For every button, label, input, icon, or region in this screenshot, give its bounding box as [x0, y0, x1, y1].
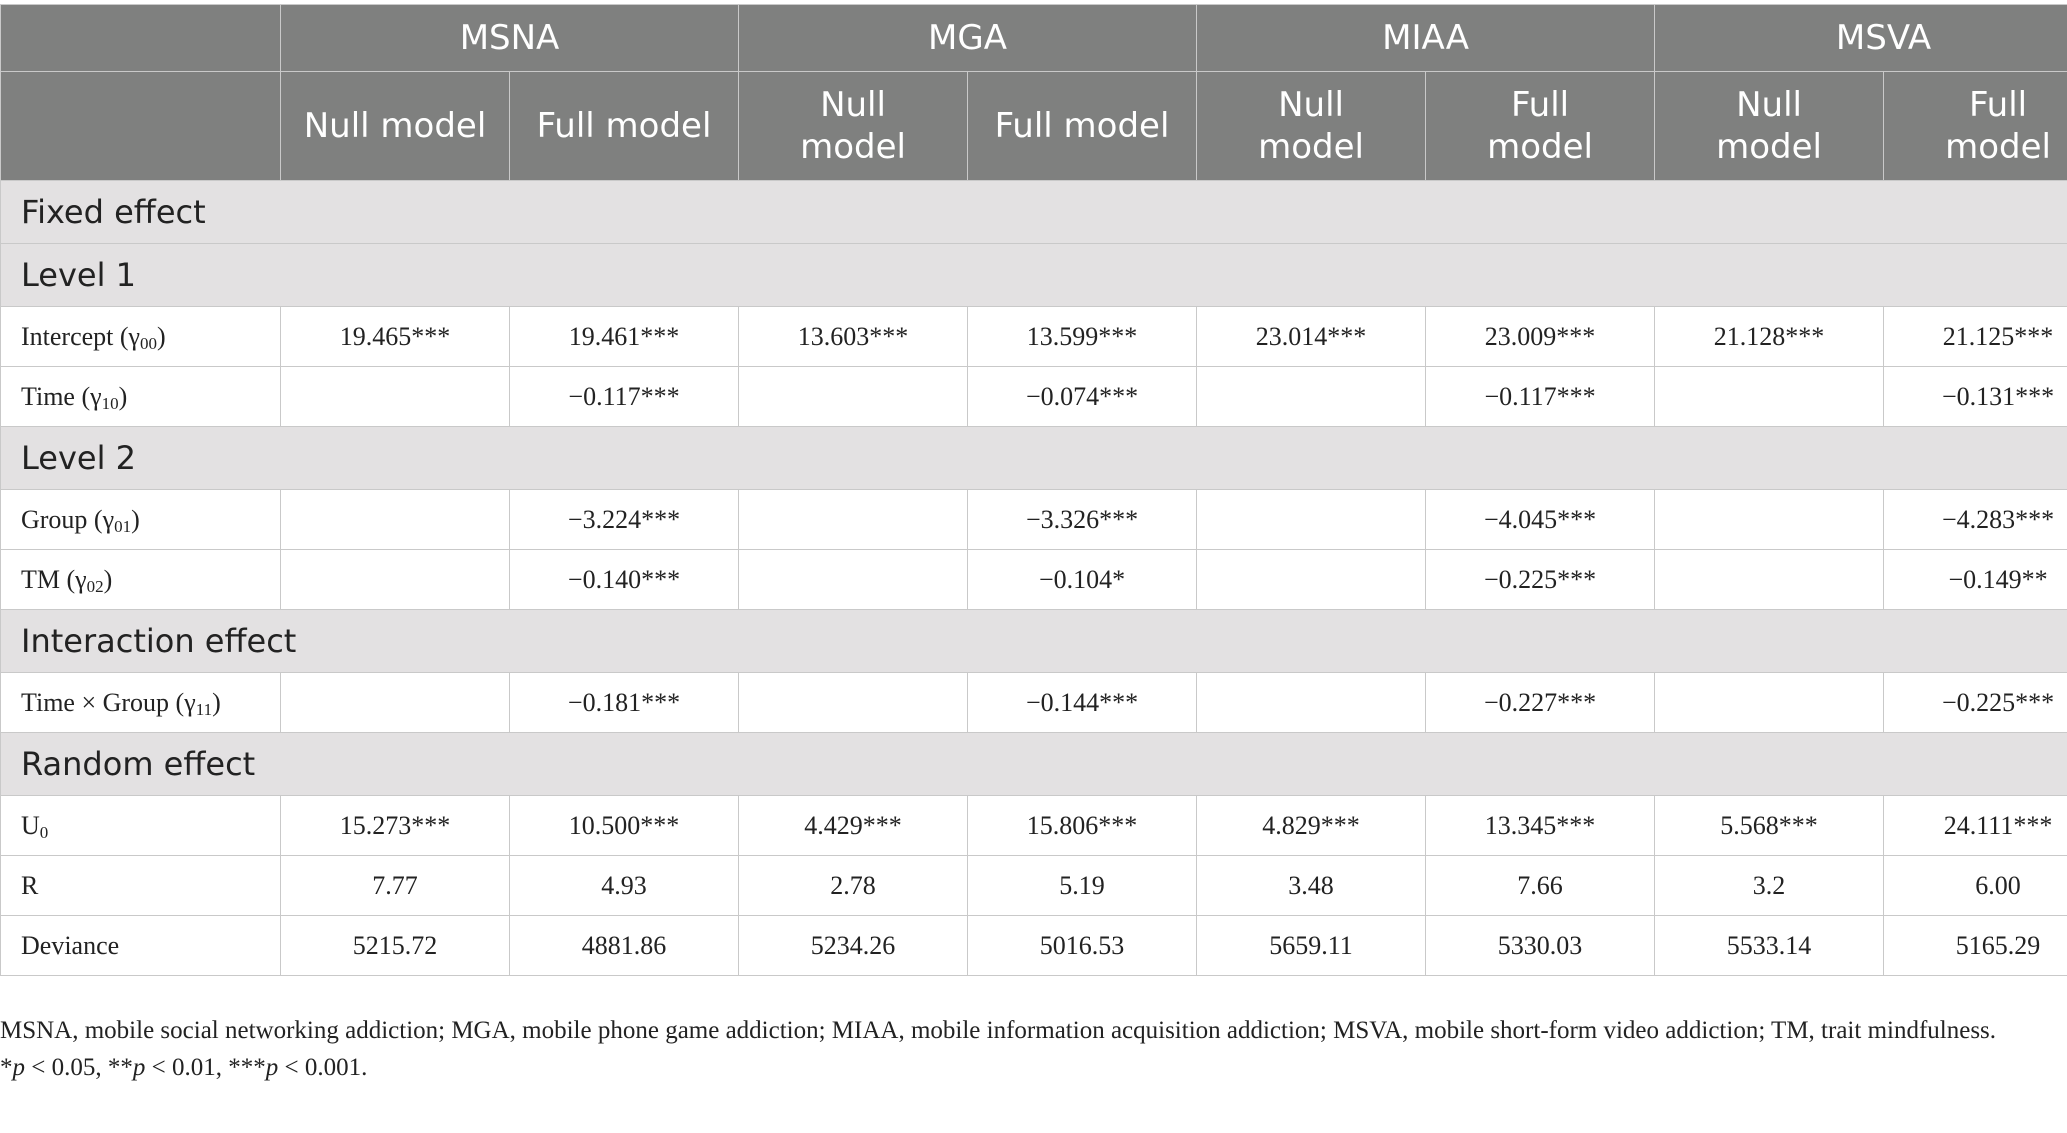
table-cell [739, 673, 968, 733]
table-cell: −0.117*** [1426, 367, 1655, 427]
corner-cell [1, 5, 281, 72]
table-cell: 23.009*** [1426, 307, 1655, 367]
row-label [1, 796, 281, 856]
header-row-groups [1, 5, 2067, 72]
model-header: Full model [968, 72, 1197, 181]
table-cell: 5234.26 [739, 916, 968, 976]
row-label-close: ) [118, 381, 128, 411]
row-label [1, 367, 281, 427]
sig-threshold-3: < 0.001. [278, 1054, 368, 1081]
section-random-effect: Random effect [1, 733, 2067, 796]
table-cell: 21.128*** [1655, 307, 1884, 367]
table-cell: 13.603*** [739, 307, 968, 367]
group-header-mga: MGA [739, 5, 1197, 72]
table-cell: 15.273*** [281, 796, 510, 856]
table-cell [1197, 367, 1426, 427]
row-label [1, 307, 281, 367]
table-cell [1655, 367, 1884, 427]
table-cell: 21.125*** [1884, 307, 2067, 367]
significance-note [0, 1049, 2060, 1086]
table-row-time-group [1, 673, 2067, 733]
table-cell: 5215.72 [281, 916, 510, 976]
table-row-intercept [1, 307, 2067, 367]
sig-threshold-2: < 0.01, [145, 1054, 229, 1081]
table-cell: 5.19 [968, 856, 1197, 916]
table-cell: 24.111*** [1884, 796, 2067, 856]
table-cell: 5.568*** [1655, 796, 1884, 856]
row-label-text: TM (γ [21, 564, 87, 594]
table-cell: −0.104* [968, 550, 1197, 610]
row-label-text: Deviance [21, 930, 120, 960]
model-header: Null model [1197, 72, 1426, 181]
model-header: Full model [510, 72, 739, 181]
header-row-models [1, 72, 2067, 181]
table-cell: 3.2 [1655, 856, 1884, 916]
group-header-msva: MSVA [1655, 5, 2067, 72]
table-wrapper [0, 4, 2067, 976]
row-label-subscript: 10 [101, 393, 119, 413]
row-label-text: Time (γ [21, 381, 102, 411]
table-cell: 2.78 [739, 856, 968, 916]
row-label-close: ) [103, 564, 113, 594]
table-cell: 13.345*** [1426, 796, 1655, 856]
table-cell [739, 367, 968, 427]
table-cell: 7.66 [1426, 856, 1655, 916]
table-cell: 3.48 [1197, 856, 1426, 916]
row-label-close: ) [212, 687, 221, 717]
table-cell: 5165.29 [1884, 916, 2067, 976]
table-cell: 4881.86 [510, 916, 739, 976]
sig-threshold-1: < 0.05, [25, 1054, 108, 1081]
row-label-subscript: 00 [140, 333, 158, 353]
model-header: Null model [1655, 72, 1884, 181]
table-cell: −3.224*** [510, 490, 739, 550]
table-cell: −0.227*** [1426, 673, 1655, 733]
model-header: Full model [1426, 72, 1655, 181]
row-label [1, 856, 281, 916]
section-row [1, 181, 2067, 244]
table-cell: −0.140*** [510, 550, 739, 610]
p-symbol: p [12, 1054, 25, 1081]
table-row-u0 [1, 796, 2067, 856]
table-cell: −0.225*** [1426, 550, 1655, 610]
section-row [1, 610, 2067, 673]
table-cell [1655, 490, 1884, 550]
table-cell: −4.045*** [1426, 490, 1655, 550]
table-cell [281, 550, 510, 610]
table-row-tm [1, 550, 2067, 610]
table-cell [281, 490, 510, 550]
table-cell: −0.149** [1884, 550, 2067, 610]
table-cell [1197, 490, 1426, 550]
abbreviation-note: MSNA, mobile social networking addiction; MGA, mobile phone game addiction; MIAA, mobile information acquisition addiction; MSVA, mobile short-form video addiction; TM, trait mindfulness. [0, 1017, 1997, 1044]
table-cell: 23.014*** [1197, 307, 1426, 367]
table-cell [1197, 550, 1426, 610]
table-cell: 10.500*** [510, 796, 739, 856]
section-row [1, 244, 2067, 307]
table-cell: −0.131*** [1884, 367, 2067, 427]
row-label-text: U [21, 810, 40, 840]
table-cell: 5016.53 [968, 916, 1197, 976]
row-label-close: ) [157, 321, 166, 351]
group-header-msna: MSNA [281, 5, 739, 72]
row-label [1, 490, 281, 550]
row-label-close: ) [131, 504, 140, 534]
table-cell: 7.77 [281, 856, 510, 916]
table-cell: −3.326*** [968, 490, 1197, 550]
row-label-subscript: 02 [86, 576, 104, 596]
section-level-2: Level 2 [1, 427, 2067, 490]
corner-cell-2 [1, 72, 281, 181]
table-row-time [1, 367, 2067, 427]
table-cell: −4.283*** [1884, 490, 2067, 550]
table-cell [739, 490, 968, 550]
table-cell: 15.806*** [968, 796, 1197, 856]
table-cell: 5659.11 [1197, 916, 1426, 976]
section-interaction-effect: Interaction effect [1, 610, 2067, 673]
table-cell: −0.074*** [968, 367, 1197, 427]
table-cell: 19.461*** [510, 307, 739, 367]
row-label [1, 673, 281, 733]
table-cell: 4.93 [510, 856, 739, 916]
table-cell: −0.181*** [510, 673, 739, 733]
table-cell: −0.117*** [510, 367, 739, 427]
section-level-1: Level 1 [1, 244, 2067, 307]
table-cell: 4.829*** [1197, 796, 1426, 856]
table-cell: −0.225*** [1884, 673, 2067, 733]
table-row-group [1, 490, 2067, 550]
row-label-subscript: 0 [39, 822, 49, 842]
row-label [1, 550, 281, 610]
row-label-subscript: 11 [195, 699, 213, 719]
p-symbol: p [265, 1054, 279, 1081]
row-label-text: Group (γ [21, 504, 115, 534]
p-symbol: p [132, 1054, 146, 1081]
results-table [0, 4, 2067, 976]
table-cell [281, 673, 510, 733]
table-row-r [1, 856, 2067, 916]
model-header: Null model [739, 72, 968, 181]
row-label-text: Time × Group (γ [21, 687, 196, 717]
row-label-subscript: 01 [114, 516, 132, 536]
sig-star-1: * [0, 1054, 13, 1081]
model-header: Null model [281, 72, 510, 181]
table-cell: 19.465*** [281, 307, 510, 367]
row-label [1, 916, 281, 976]
row-label-text: Intercept (γ [21, 321, 141, 351]
table-cell [1655, 673, 1884, 733]
section-row [1, 733, 2067, 796]
table-cell [739, 550, 968, 610]
group-header-miaa: MIAA [1197, 5, 1655, 72]
sig-star-3: *** [228, 1054, 266, 1081]
table-cell: 13.599*** [968, 307, 1197, 367]
section-row [1, 427, 2067, 490]
table-cell [1197, 673, 1426, 733]
table-cell: 4.429*** [739, 796, 968, 856]
table-cell: 5533.14 [1655, 916, 1884, 976]
table-row-deviance [1, 916, 2067, 976]
section-fixed-effect: Fixed effect [1, 181, 2067, 244]
table-cell: 5330.03 [1426, 916, 1655, 976]
table-notes [0, 1012, 2060, 1086]
model-header: Full model [1884, 72, 2067, 181]
table-cell: −0.144*** [968, 673, 1197, 733]
table-cell [1655, 550, 1884, 610]
sig-star-2: ** [107, 1054, 133, 1081]
table-cell [281, 367, 510, 427]
table-cell: 6.00 [1884, 856, 2067, 916]
row-label-text: R [21, 870, 39, 900]
